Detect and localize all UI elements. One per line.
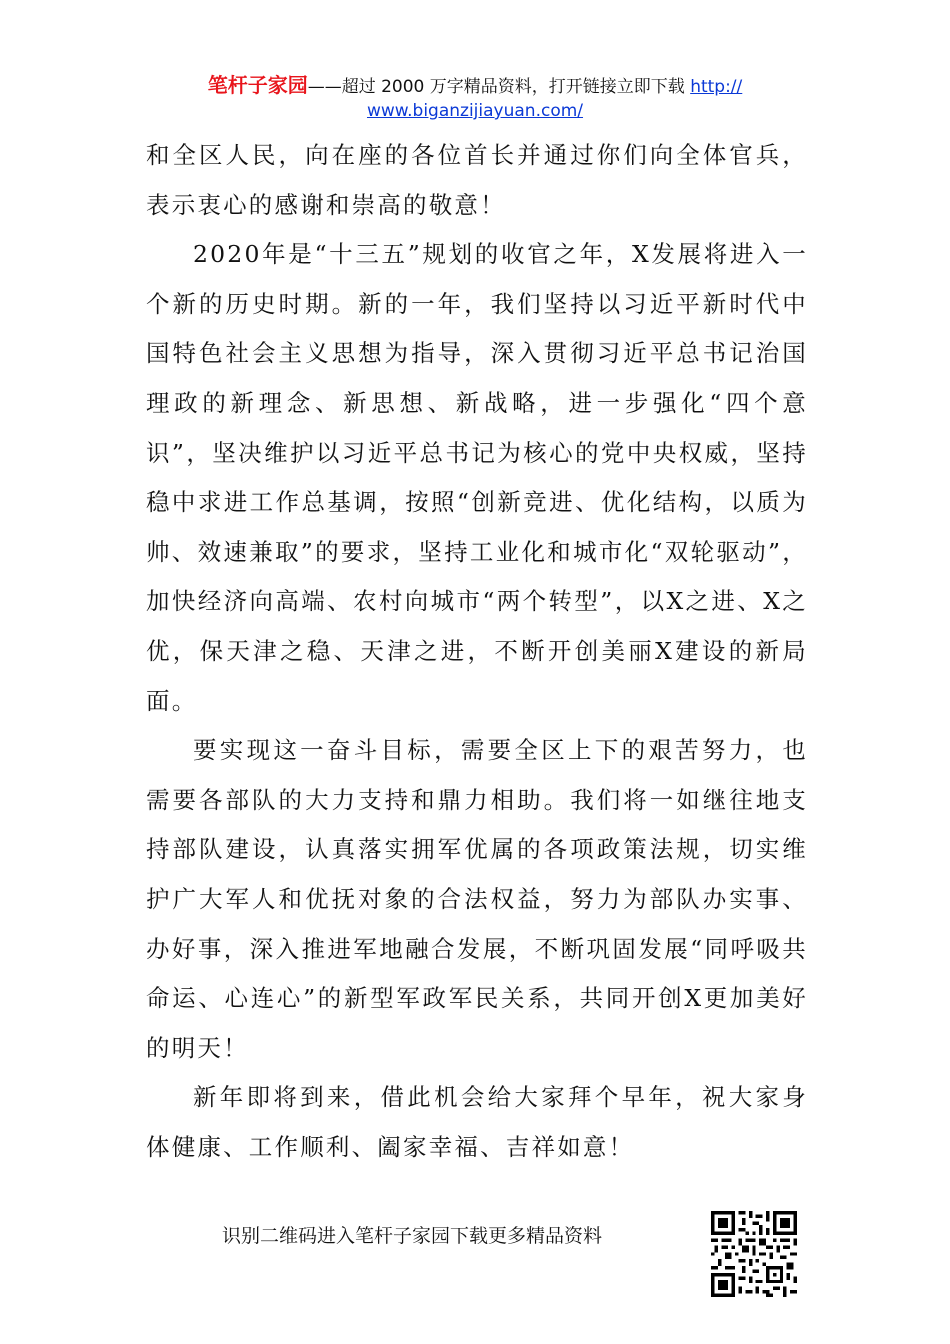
header-tagline: ——超过 2000 万字精品资料，打开链接立即下载 [307,77,685,97]
paragraph-4: 新年即将到来，借此机会给大家拜个早年，祝大家身体健康、工作顺利、阖家幸福、吉祥如意！ [146,1083,808,1161]
website-link-part1[interactable]: http:// [690,77,743,97]
document-body [146,131,808,1172]
paragraph-2: 2020年是“十三五”规划的收官之年，X发展将进入一个新的历史时期。新的一年，我们坚持以习近平新时代中国特色社会主义思想为指导，深入贯彻习近平总书记治国理政的新理念、新思想、新战略，进一步强化“四个意识”，坚决维护以习近平总书记为核心的党中央权威，坚持稳中求进工作总基调，按照“创新竞进、优化结构，以质为帅、效速兼取”的要求，坚持工业化和城市化“双轮驱动”，加快经济向高端、农村向城市“两个转型”，以X之进、X之优，保天津之稳、天津之进，不断开创美丽X建设的新局面。 [146,240,808,715]
paragraph-1: 和全区人民，向在座的各位首长并通过你们向全体官兵，表示衷心的感谢和崇高的敬意！ [146,141,808,219]
qr-code-icon[interactable] [711,1211,797,1297]
website-link-part2[interactable]: www.biganzijiayuan.com/ [366,101,584,121]
footer-caption: 识别二维码进入笔杆子家园下载更多精品资料 [222,1225,603,1247]
page-header [0,74,950,122]
brand-name: 笔杆子家园 [207,73,308,97]
paragraph-3: 要实现这一奋斗目标，需要全区上下的艰苦努力，也需要各部队的大力支持和鼎力相助。我们将一如继往地支持部队建设，认真落实拥军优属的各项政策法规，切实维护广大军人和优抚对象的合法权益，努力为部队办实事、办好事，深入推进军地融合发展，不断巩固发展“同呼吸共命运、心连心”的新型军政军民关系，共同开创X更加美好的明天！ [146,736,808,1062]
